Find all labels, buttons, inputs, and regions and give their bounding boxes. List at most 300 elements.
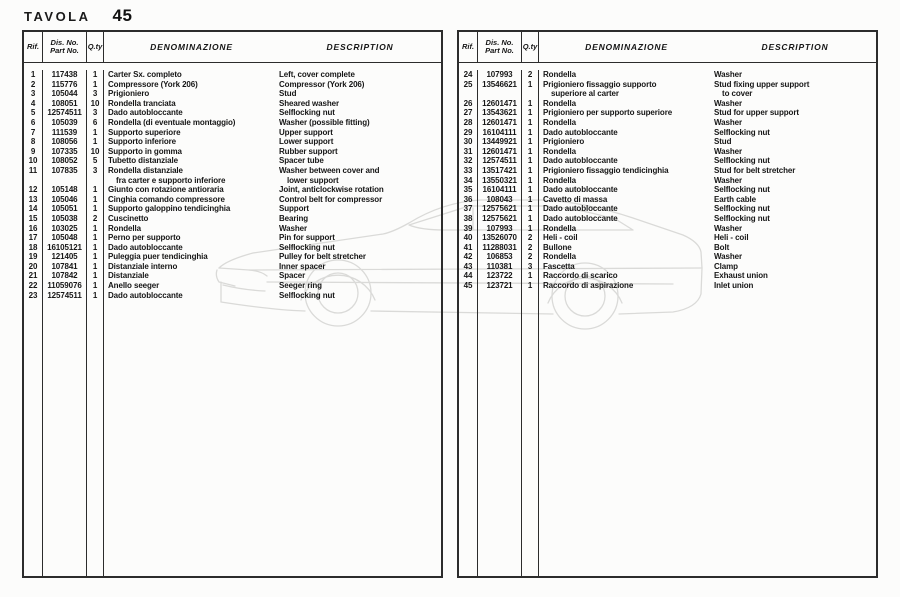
- row-rif: 38: [459, 214, 478, 224]
- row-denominazione: [108, 166, 225, 185]
- row-names: [104, 214, 441, 224]
- row-description: [279, 185, 384, 195]
- row-qty: 1: [522, 147, 539, 157]
- row-names: [539, 233, 876, 243]
- row-rif: 17: [24, 233, 43, 243]
- row-part-number: 123721: [478, 281, 522, 291]
- row-part-number: 108056: [43, 137, 87, 147]
- row-qty: 1: [87, 281, 104, 291]
- row-denominazione-line: Rondella: [543, 98, 576, 108]
- row-description-line: Selflocking nut: [279, 290, 335, 300]
- header-description: DESCRIPTION: [326, 41, 394, 52]
- row-qty: 1: [87, 224, 104, 234]
- row-description-line: Bearing: [279, 213, 309, 223]
- row-description-line: Washer: [714, 252, 743, 262]
- row-description-line: Washer: [714, 146, 743, 156]
- row-description: [279, 128, 333, 138]
- row-description-line: Sheared washer: [279, 98, 339, 108]
- table-row: [24, 108, 441, 118]
- row-denominazione-line: Dado autobloccante: [108, 108, 183, 118]
- row-names: [539, 80, 876, 99]
- row-description-line: Inlet union: [714, 281, 754, 291]
- row-description: [714, 185, 770, 195]
- row-rif: 4: [24, 99, 43, 109]
- row-part-number: 108052: [43, 156, 87, 166]
- table-row: [24, 70, 441, 80]
- row-description-line: Washer: [714, 98, 743, 108]
- row-description: [714, 147, 742, 157]
- row-description: [714, 176, 742, 186]
- row-names: [539, 147, 876, 157]
- filler-cell: [87, 300, 104, 576]
- row-qty: 10: [87, 147, 104, 157]
- filler-cell: [24, 300, 43, 576]
- row-denominazione: [108, 204, 230, 214]
- table-row: [24, 262, 441, 272]
- table-row: [24, 204, 441, 214]
- row-description-line: Left, cover complete: [279, 70, 355, 79]
- header-names: [104, 32, 441, 62]
- row-description-line: Pulley for belt stretcher: [279, 252, 366, 262]
- row-names: [539, 108, 876, 118]
- row-qty: 1: [522, 204, 539, 214]
- row-denominazione: [108, 185, 224, 195]
- row-qty: 1: [522, 281, 539, 291]
- row-names: [539, 156, 876, 166]
- row-qty: 1: [87, 252, 104, 262]
- table-row: [459, 262, 876, 272]
- row-denominazione-line: Supporto superiore: [108, 127, 181, 137]
- row-qty: 1: [522, 128, 539, 138]
- row-rif: 42: [459, 252, 478, 262]
- row-description: [279, 224, 307, 234]
- row-part-number: 105038: [43, 214, 87, 224]
- row-part-number: 103025: [43, 224, 87, 234]
- row-names: [539, 195, 876, 205]
- row-denominazione-line: Fascetta: [543, 261, 575, 271]
- table-body: [459, 63, 876, 576]
- table-row: [459, 147, 876, 157]
- table-row: [459, 204, 876, 214]
- table-row: [459, 195, 876, 205]
- row-description-line: Control belt for compressor: [279, 194, 383, 204]
- row-names: [104, 233, 441, 243]
- table-row: [24, 137, 441, 147]
- row-denominazione: [108, 118, 235, 128]
- row-denominazione: [108, 108, 183, 118]
- table-row: [459, 243, 876, 253]
- row-denominazione-line: Heli - coil: [543, 233, 578, 243]
- row-denominazione-line: Raccordo di aspirazione: [543, 281, 634, 291]
- table-row: [24, 195, 441, 205]
- row-rif: 28: [459, 118, 478, 128]
- row-denominazione-line: Rondella: [543, 70, 576, 79]
- row-description-line: Washer: [714, 223, 743, 233]
- row-denominazione-line: Rondella: [543, 252, 576, 262]
- row-rif: 36: [459, 195, 478, 205]
- row-denominazione-line: Rondella: [543, 223, 576, 233]
- row-qty: 6: [87, 118, 104, 128]
- header-names: [539, 32, 876, 62]
- row-description: [714, 281, 753, 291]
- row-rif: 37: [459, 204, 478, 214]
- row-rif: 33: [459, 166, 478, 176]
- row-description: [714, 70, 742, 80]
- row-description-line: Washer: [714, 117, 743, 127]
- table-row: [459, 214, 876, 224]
- table-row: [24, 99, 441, 109]
- row-description: [279, 204, 309, 214]
- row-names: [104, 224, 441, 234]
- row-part-number: 16104111: [478, 185, 522, 195]
- row-denominazione: [108, 137, 176, 147]
- row-names: [104, 99, 441, 109]
- row-names: [104, 166, 441, 185]
- row-part-number: 13550321: [478, 176, 522, 186]
- row-description: [714, 252, 742, 262]
- row-denominazione: [543, 252, 576, 262]
- row-denominazione: [108, 195, 225, 205]
- row-denominazione: [108, 252, 208, 262]
- row-denominazione-line: Dado autobloccante: [108, 242, 183, 252]
- header-qty: Q.ty: [522, 32, 539, 62]
- row-part-number: 110381: [478, 262, 522, 272]
- table-row: [459, 70, 876, 80]
- header-rif: Rif.: [459, 32, 478, 62]
- row-denominazione-line: Prigioniero per supporto superiore: [543, 108, 673, 118]
- header-denominazione: DENOMINAZIONE: [585, 41, 668, 52]
- row-denominazione-line: Prigioniero: [108, 89, 150, 99]
- row-description: [714, 137, 731, 147]
- parts-table-left: [22, 30, 443, 578]
- table-row: [459, 185, 876, 195]
- row-description: [279, 281, 322, 291]
- row-part-number: 105048: [43, 233, 87, 243]
- row-description-line: Selflocking nut: [714, 185, 770, 195]
- row-qty: 1: [87, 271, 104, 281]
- row-description: [279, 262, 325, 272]
- header-part-no: Dis. No. Part No.: [43, 32, 87, 62]
- row-description: [714, 118, 742, 128]
- row-rif: 35: [459, 185, 478, 195]
- row-denominazione: [543, 271, 618, 281]
- row-description-line: Rubber support: [279, 146, 338, 156]
- row-names: [104, 243, 441, 253]
- row-denominazione-line: Prigioniero fissaggio tendicinghia: [543, 165, 669, 175]
- row-rif: 41: [459, 243, 478, 253]
- row-denominazione-line: Compressore (York 206): [108, 79, 198, 89]
- row-description-line: Upper support: [279, 127, 333, 137]
- row-denominazione: [108, 214, 148, 224]
- row-description-line: Joint, anticlockwise rotation: [279, 185, 384, 195]
- header-rif: Rif.: [24, 32, 43, 62]
- table-row: [459, 80, 876, 99]
- row-rif: 5: [24, 108, 43, 118]
- row-description: [279, 89, 296, 99]
- row-description-line: Support: [279, 204, 309, 214]
- row-denominazione: [108, 291, 183, 301]
- row-description-line: Spacer tube: [279, 156, 324, 166]
- row-names: [539, 176, 876, 186]
- row-description-line: Selflocking nut: [714, 204, 770, 214]
- row-rif: 43: [459, 262, 478, 272]
- row-denominazione-line: Rondella distanziale: [108, 165, 183, 175]
- row-rif: 45: [459, 281, 478, 291]
- filler-cell: [478, 291, 522, 576]
- tavola-label: TAVOLA: [24, 9, 91, 24]
- row-qty: 1: [522, 176, 539, 186]
- table-row: [459, 271, 876, 281]
- table-row: [24, 233, 441, 243]
- table-row: [24, 118, 441, 128]
- filler-cell: [43, 300, 87, 576]
- row-names: [539, 137, 876, 147]
- row-qty: 1: [522, 214, 539, 224]
- row-description: [279, 233, 335, 243]
- row-description: [279, 156, 324, 166]
- row-denominazione: [543, 70, 576, 80]
- row-part-number: 12575621: [478, 214, 522, 224]
- table-row: [24, 243, 441, 253]
- row-names: [104, 118, 441, 128]
- row-part-number: 123722: [478, 271, 522, 281]
- row-description-line: Selflocking nut: [714, 156, 770, 166]
- table-row: [459, 281, 876, 291]
- row-description: [279, 99, 339, 109]
- row-names: [539, 243, 876, 253]
- row-part-number: 111539: [43, 128, 87, 138]
- row-qty: 3: [522, 262, 539, 272]
- row-denominazione-line: Prigioniero: [543, 137, 585, 147]
- row-denominazione-line: Supporto inferiore: [108, 137, 176, 147]
- row-denominazione-line: Rondella (di eventuale montaggio): [108, 117, 236, 127]
- row-denominazione: [108, 89, 149, 99]
- row-denominazione-line: Dado autobloccante: [543, 185, 618, 195]
- row-qty: 1: [87, 137, 104, 147]
- row-denominazione: [543, 156, 618, 166]
- row-description-line: Pin for support: [279, 233, 335, 243]
- row-denominazione-line: Raccordo di scarico: [543, 271, 618, 281]
- row-names: [539, 118, 876, 128]
- row-names: [539, 166, 876, 176]
- row-description-line: Stud: [714, 137, 732, 147]
- row-denominazione: [108, 128, 180, 138]
- row-denominazione: [543, 176, 576, 186]
- row-rif: 23: [24, 291, 43, 301]
- row-denominazione-line: Perno per supporto: [108, 233, 181, 243]
- row-rif: 21: [24, 271, 43, 281]
- row-denominazione: [108, 233, 180, 243]
- row-part-number: 107835: [43, 166, 87, 185]
- table-row: [24, 147, 441, 157]
- row-qty: 1: [87, 185, 104, 195]
- row-denominazione-line: Giunto con rotazione antioraria: [108, 185, 224, 195]
- row-part-number: 108051: [43, 99, 87, 109]
- row-part-number: 12601471: [478, 147, 522, 157]
- row-rif: 32: [459, 156, 478, 166]
- row-description: [279, 166, 379, 185]
- row-part-number: 107841: [43, 262, 87, 272]
- row-denominazione: [108, 80, 198, 90]
- row-part-number: 121405: [43, 252, 87, 262]
- table-row: [459, 118, 876, 128]
- row-description: [714, 214, 770, 224]
- row-qty: 1: [522, 195, 539, 205]
- row-part-number: 105044: [43, 89, 87, 99]
- row-denominazione: [108, 99, 176, 109]
- row-part-number: 12575621: [478, 204, 522, 214]
- row-rif: 2: [24, 80, 43, 90]
- row-description: [714, 233, 748, 243]
- row-denominazione: [543, 137, 584, 147]
- row-denominazione-line: Carter Sx. completo: [108, 70, 182, 79]
- row-qty: 2: [87, 214, 104, 224]
- row-description-line: Compressor (York 206): [279, 79, 365, 89]
- row-qty: 1: [522, 224, 539, 234]
- row-names: [104, 281, 441, 291]
- row-description: [279, 147, 338, 157]
- row-qty: 2: [522, 233, 539, 243]
- row-rif: 31: [459, 147, 478, 157]
- row-denominazione: [108, 70, 182, 80]
- table-row: [24, 214, 441, 224]
- row-denominazione: [108, 281, 159, 291]
- row-rif: 16: [24, 224, 43, 234]
- row-qty: 1: [87, 243, 104, 253]
- table-row: [24, 156, 441, 166]
- row-qty: 1: [522, 80, 539, 99]
- row-denominazione: [543, 204, 618, 214]
- row-names: [539, 281, 876, 291]
- row-description: [714, 156, 770, 166]
- row-description-line: Stud for belt stretcher: [714, 165, 796, 175]
- row-rif: 30: [459, 137, 478, 147]
- table-row: [24, 89, 441, 99]
- row-description: [714, 224, 742, 234]
- row-qty: 1: [87, 233, 104, 243]
- table-row: [459, 99, 876, 109]
- tavola-number: 45: [112, 6, 133, 25]
- row-rif: 1: [24, 70, 43, 80]
- table-row: [24, 252, 441, 262]
- row-qty: 1: [522, 118, 539, 128]
- table-row: [459, 137, 876, 147]
- row-names: [104, 147, 441, 157]
- row-denominazione: [543, 108, 672, 118]
- row-qty: 1: [522, 156, 539, 166]
- row-denominazione-line: Bullone: [543, 242, 572, 252]
- row-rif: 9: [24, 147, 43, 157]
- table-row: [24, 166, 441, 185]
- row-names: [104, 156, 441, 166]
- row-names: [104, 271, 441, 281]
- filler-cell: [104, 300, 441, 576]
- row-part-number: 107335: [43, 147, 87, 157]
- row-rif: 22: [24, 281, 43, 291]
- row-description-line: Inner spacer: [279, 261, 326, 271]
- row-names: [104, 89, 441, 99]
- row-rif: 8: [24, 137, 43, 147]
- row-part-number: 13449921: [478, 137, 522, 147]
- row-part-number: 105046: [43, 195, 87, 205]
- row-denominazione-line: Cinghia comando compressore: [108, 194, 225, 204]
- row-denominazione-line: Cuscinetto: [108, 213, 149, 223]
- filler-cell: [459, 291, 478, 576]
- row-rif: 44: [459, 271, 478, 281]
- row-denominazione: [543, 118, 576, 128]
- row-description: [714, 99, 742, 109]
- row-denominazione: [108, 262, 177, 272]
- row-denominazione-line: Dado autobloccante: [543, 127, 618, 137]
- row-description-line: Heli - coil: [714, 233, 749, 243]
- table-row: [459, 128, 876, 138]
- row-denominazione: [543, 166, 669, 176]
- row-qty: 1: [87, 262, 104, 272]
- row-denominazione-line: superiore al carter: [551, 89, 619, 99]
- table-filler: [459, 291, 876, 576]
- row-part-number: 105039: [43, 118, 87, 128]
- row-rif: 39: [459, 224, 478, 234]
- header-description: DESCRIPTION: [761, 41, 829, 52]
- row-rif: 29: [459, 128, 478, 138]
- row-qty: 3: [87, 166, 104, 185]
- row-names: [539, 214, 876, 224]
- row-part-number: 13526070: [478, 233, 522, 243]
- row-part-number: 11288031: [478, 243, 522, 253]
- table-row: [24, 281, 441, 291]
- row-qty: 1: [522, 166, 539, 176]
- row-rif: 34: [459, 176, 478, 186]
- row-description-line: Earth cable: [714, 194, 757, 204]
- row-names: [539, 128, 876, 138]
- header-part-no: Dis. No. Part No.: [478, 32, 522, 62]
- row-qty: 5: [87, 156, 104, 166]
- row-rif: 12: [24, 185, 43, 195]
- row-names: [104, 195, 441, 205]
- row-qty: 2: [522, 70, 539, 80]
- row-denominazione-line: Dado autobloccante: [543, 213, 618, 223]
- table-row: [459, 166, 876, 176]
- row-description-line: Washer between cover and: [279, 165, 380, 175]
- row-denominazione: [543, 243, 572, 253]
- row-description-line: Spacer: [279, 271, 306, 281]
- row-description: [714, 128, 770, 138]
- row-description-line: Selflocking nut: [714, 213, 770, 223]
- row-rif: 13: [24, 195, 43, 205]
- row-part-number: 13517421: [478, 166, 522, 176]
- row-qty: 1: [522, 99, 539, 109]
- row-part-number: 16105121: [43, 243, 87, 253]
- table-header: [24, 32, 441, 63]
- row-qty: 1: [87, 204, 104, 214]
- row-denominazione-line: Rondella: [543, 117, 576, 127]
- row-qty: 10: [87, 99, 104, 109]
- row-denominazione-line: Cavetto di massa: [543, 194, 608, 204]
- row-part-number: 106853: [478, 252, 522, 262]
- row-names: [104, 204, 441, 214]
- row-description: [279, 195, 382, 205]
- row-rif: 20: [24, 262, 43, 272]
- row-part-number: 105148: [43, 185, 87, 195]
- row-qty: 1: [522, 108, 539, 118]
- row-denominazione: [108, 147, 182, 157]
- row-description-line: Clamp: [714, 261, 738, 271]
- row-description: [279, 80, 364, 90]
- row-description: [279, 70, 355, 80]
- row-qty: 1: [87, 291, 104, 301]
- row-denominazione-line: Rondella: [108, 223, 141, 233]
- table-row: [459, 108, 876, 118]
